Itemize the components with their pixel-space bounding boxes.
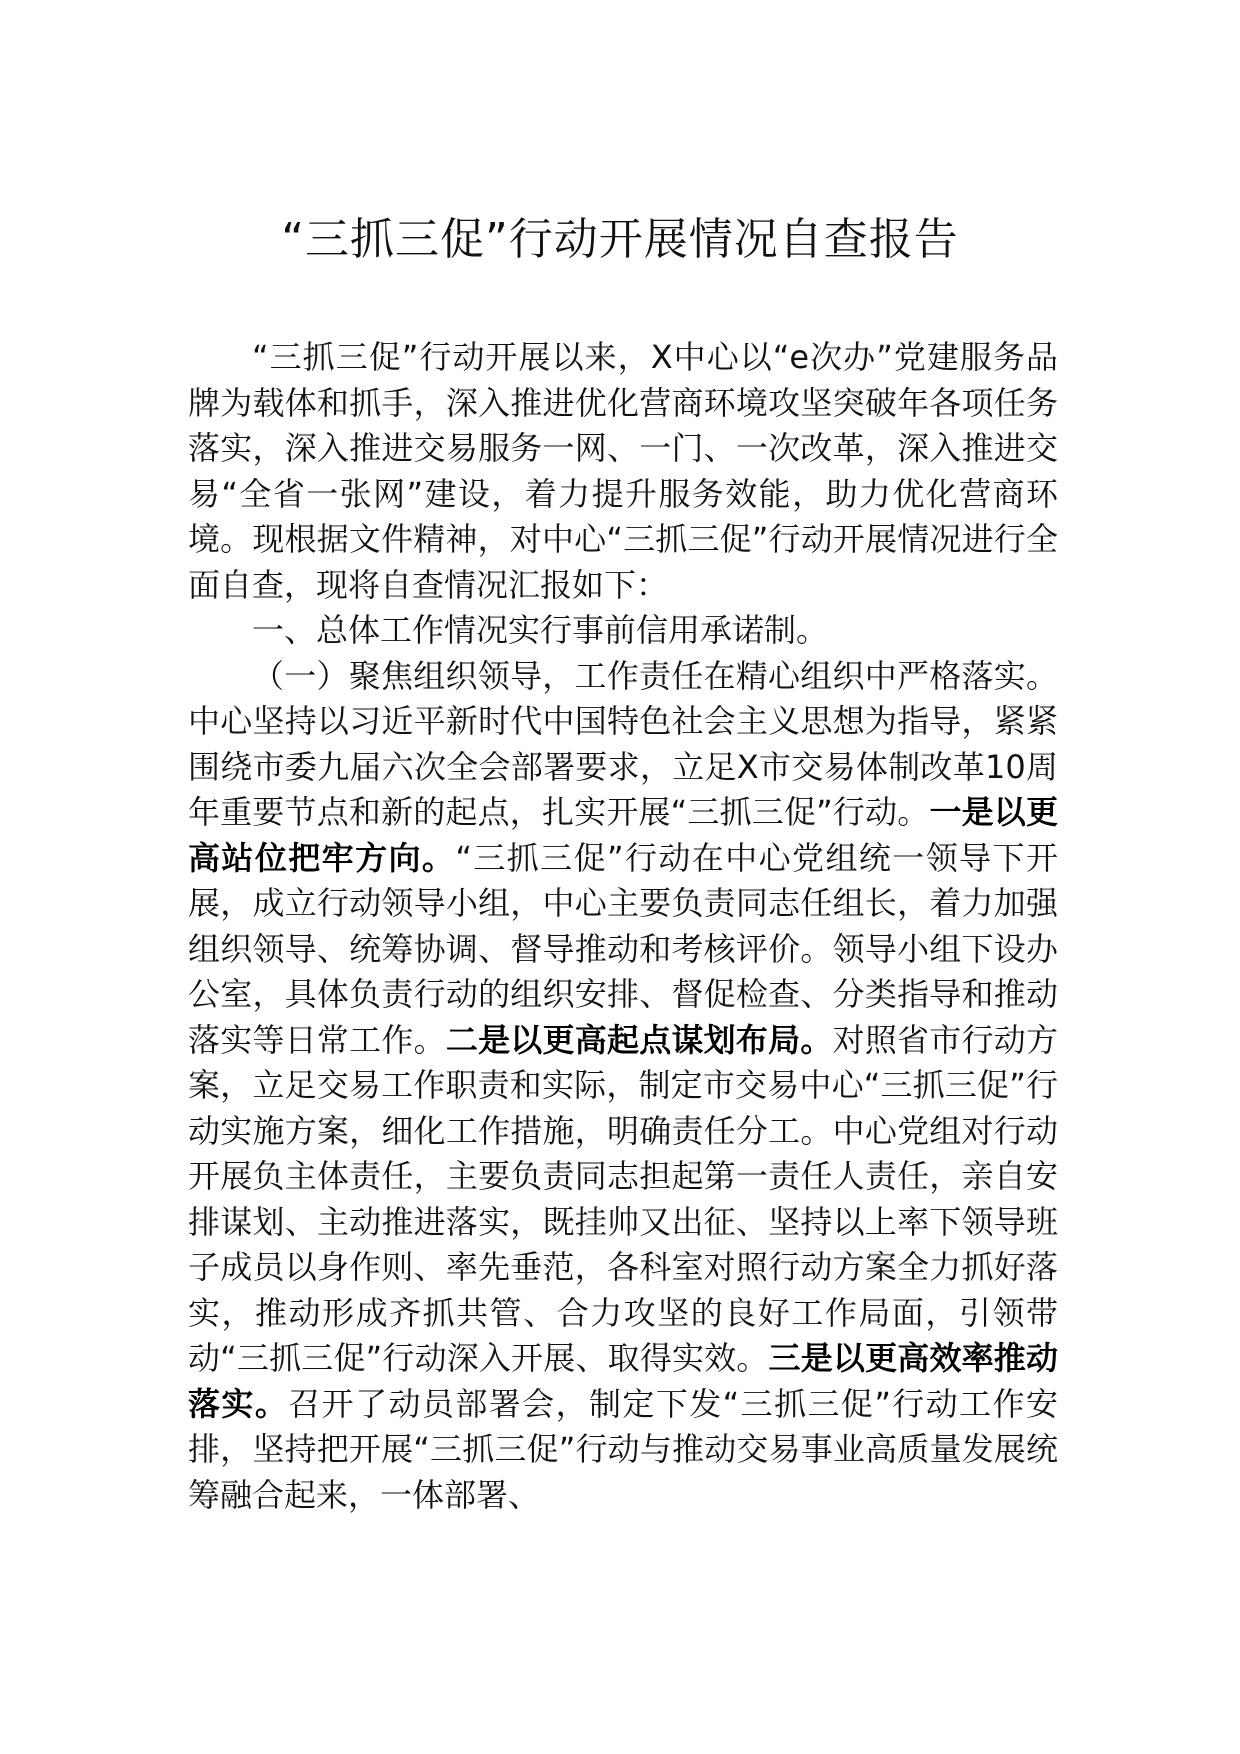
- point-1-title: 一是以更高站位把牢方向。: [188, 793, 1058, 877]
- document-body: [188, 335, 1058, 1518]
- point-2-title: 二是以更高起点谋划布局。: [445, 1020, 833, 1059]
- intro-paragraph: “三抓三促”行动开展以来，X中心以“e次办”党建服务品牌为载体和抓手，深入推进优化营商环境攻坚突破年各项任务落实，深入推进交易服务一网、一门、一次改革，深入推进交易“全省一张网”建设，着力提升服务效能，助力优化营商环境。现根据文件精神，对中心“三抓三促”行动开展情况进行全面自查，现将自查情况汇报如下：: [188, 338, 1058, 604]
- document-title: “三抓三促”行动开展情况自查报告: [281, 214, 959, 265]
- point-3-text: 召开了动员部署会，制定下发“三抓三促”行动工作安排，坚持把开展“三抓三促”行动与推动交易事业高质量发展统筹融合起来，一体部署、: [188, 1384, 1058, 1514]
- section-lead-text: （一）聚焦组织领导，工作责任在精心组织中严格落实。中心坚持以习近平新时代中国特色社会主义思想为指导，紧紧围绕市委九届六次全会部署要求，立足X市交易体制改革10周年重要节点和新的起点，扎实开展“三抓三促”行动。: [188, 656, 1058, 831]
- section-paragraph: [188, 654, 1058, 1519]
- point-3-title: 三是以更高效率推动落实。: [188, 1339, 1058, 1423]
- section-heading: 一、总体工作情况实行事前信用承诺制。: [252, 611, 829, 649]
- point-2-text: 对照省市行动方案，立足交易工作职责和实际，制定市交易中心“三抓三促”行动实施方案，细化工作措施，明确责任分工。中心党组对行动开展负主体责任，主要负责同志担起第一责任人责任，亲自安排谋划、主动推进落实，既挂帅又出征、坚持以上率下领导班子成员以身作则、率先垂范，各科室对照行动方案全力抓好落实，推动形成齐抓共管、合力攻坚的良好工作局面，引领带动“三抓三促”行动深入开展、取得实效。: [188, 1020, 1058, 1377]
- point-1-text: “三抓三促”行动在中心党组统一领导下开展，成立行动领导小组，中心主要负责同志任组长，着力加强组织领导、统筹协调、督导推动和考核评价。领导小组下设办公室，具体负责行动的组织安排、督促检查、分类指导和推动落实等日常工作。: [188, 838, 1058, 1059]
